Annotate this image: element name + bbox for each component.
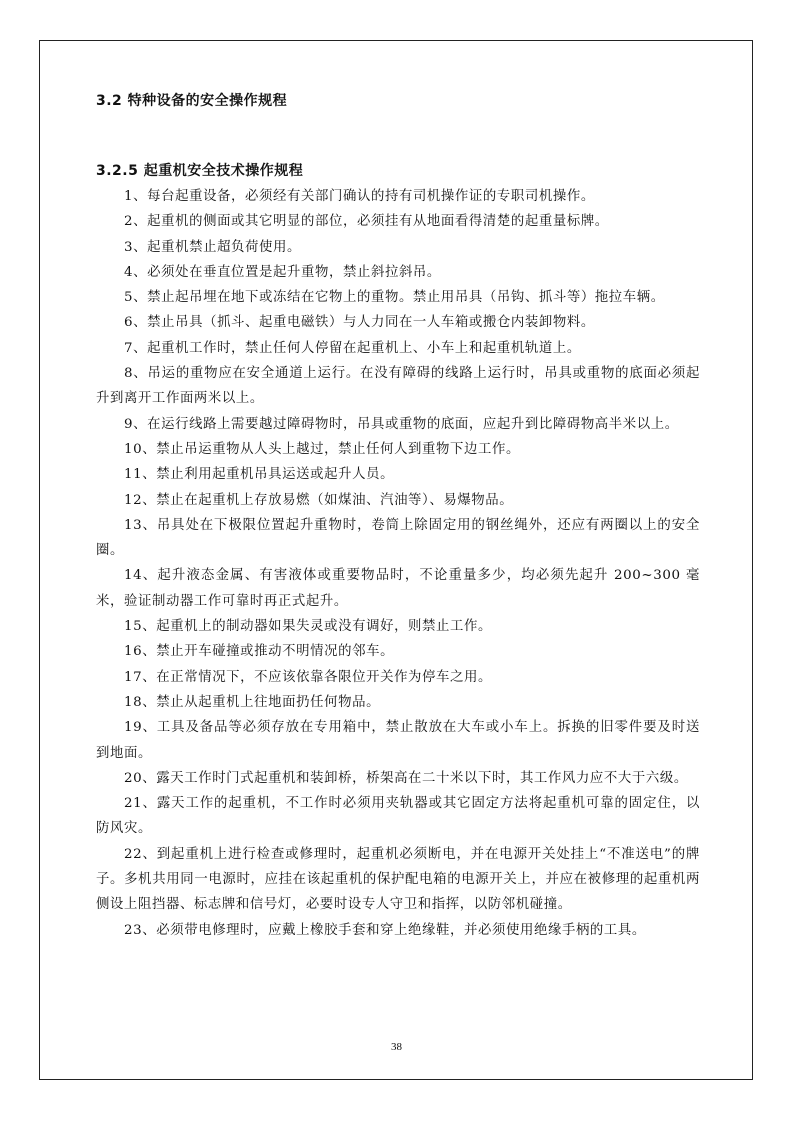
rule-item: 14、起升液态金属、有害液体或重要物品时，不论重量多少，均必须先起升 200~300 毫米，验证制动器工作可靠时再正式起升。 xyxy=(96,568,700,609)
rule-item: 4、必须处在垂直位置是起升重物，禁止斜拉斜吊。 xyxy=(124,264,441,280)
rule-item: 6、禁止吊具（抓斗、起重电磁铁）与人力同在一人车箱或搬仓内装卸物料。 xyxy=(124,315,595,331)
subsection-title: 3.2.5 起重机安全技术操作规程 xyxy=(96,163,304,179)
rule-item: 15、起重机上的制动器如果失灵或没有调好，则禁止工作。 xyxy=(124,619,493,635)
rule-item: 13、吊具处在下极限位置起升重物时，卷筒上除固定用的钢丝绳外，还应有两圈以上的安全圈。 xyxy=(96,517,700,559)
section-title: 3.2 特种设备的安全操作规程 xyxy=(96,93,288,109)
rule-item: 19、工具及备品等必须存放在专用箱中，禁止散放在大车或小车上。拆换的旧零件要及时送到地面。 xyxy=(96,720,700,761)
rule-item: 23、必须带电修理时，应戴上橡胶手套和穿上绝缘鞋，并必须使用绝缘手柄的工具。 xyxy=(124,922,646,938)
rule-item: 3、起重机禁止超负荷使用。 xyxy=(124,239,302,255)
rule-item: 16、禁止开车碰撞或推动不明情况的邻车。 xyxy=(124,644,395,660)
rule-item: 11、禁止利用起重机吊具运送或起升人员。 xyxy=(124,467,395,483)
rule-item: 1、每台起重设备，必须经有关部门确认的持有司机操作证的专职司机操作。 xyxy=(124,189,595,204)
rule-item: 17、在正常情况下，不应该依靠各限位开关作为停车之用。 xyxy=(124,669,493,685)
rule-item: 2、起重机的侧面或其它明显的部位，必须挂有从地面看得清楚的起重量标牌。 xyxy=(124,214,609,230)
rule-item: 22、到起重机上进行检查或修理时，起重机必须断电，并在电源开关处挂上“不准送电”的牌子。多机共用同一电源时，应挂在该起重机的保护配电箱的电源开关上，并应在被修理的起重机两侧设上阻挡器、标志牌和信号灯，必要时设专人守卫和指挥，以防邻机碰撞。 xyxy=(96,846,700,913)
rule-item: 10、禁止吊运重物从人头上越过，禁止任何人到重物下边工作。 xyxy=(124,441,520,457)
page-number: 38 xyxy=(391,1041,402,1053)
rule-item: 20、露天工作时门式起重机和装卸桥，桥架高在二十米以下时，其工作风力应不大于六级。 xyxy=(124,770,688,786)
rule-item: 7、起重机工作时，禁止任何人停留在起重机上、小车上和起重机轨道上。 xyxy=(124,340,581,356)
document-body xyxy=(96,88,700,943)
rule-item: 5、禁止起吊埋在地下或冻结在它物上的重物。禁止用吊具（吊钩、抓斗等）拖拉车辆。 xyxy=(124,290,665,306)
rule-item: 8、吊运的重物应在安全通道上运行。在没有障碍的线路上运行时，吊具或重物的底面必须起升到离开工作面两米以上。 xyxy=(96,366,700,407)
rule-item: 18、禁止从起重机上往地面扔任何物品。 xyxy=(124,694,381,710)
rule-list xyxy=(96,184,700,943)
rule-item: 9、在运行线路上需要越过障碍物时，吊具或重物的底面，应起升到比障碍物高半米以上。 xyxy=(124,416,679,432)
rule-item: 12、禁止在起重机上存放易燃（如煤油、汽油等）、易爆物品。 xyxy=(124,492,514,508)
rule-item: 21、露天工作的起重机，不工作时必须用夹轨器或其它固定方法将起重机可靠的固定住，以防风灾。 xyxy=(96,796,700,837)
